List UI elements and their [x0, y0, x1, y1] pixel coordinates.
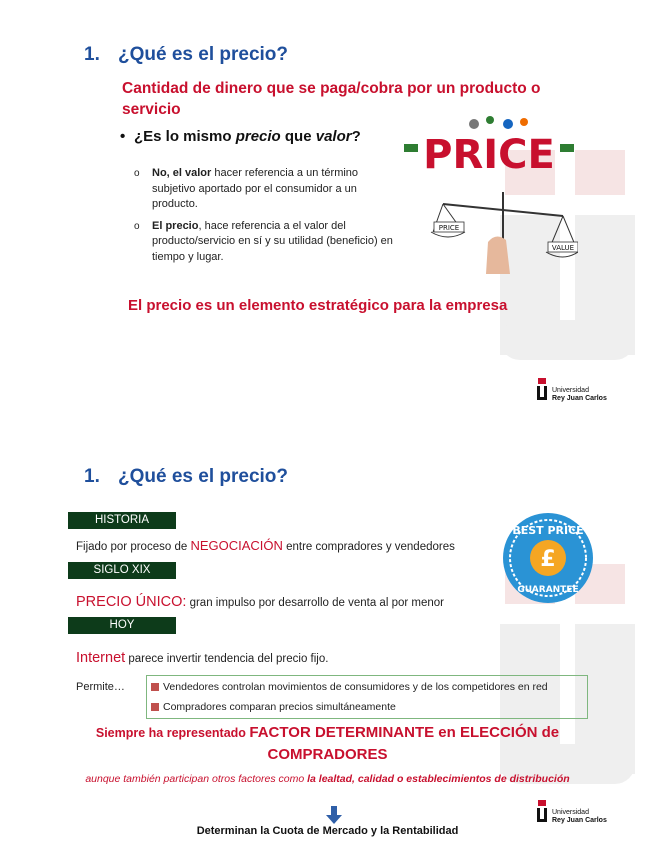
crown-crest-icon: [536, 378, 548, 404]
tag-historia: HISTORIA: [68, 512, 176, 529]
scale-price-label: PRICE: [438, 224, 460, 232]
price-value-question: • ¿Es lo mismo precio que valor?: [120, 128, 361, 145]
bullet-icon: [151, 683, 159, 691]
crown-crest-icon: [536, 800, 548, 826]
urjc-logo: Universidad Rey Juan Carlos: [536, 378, 614, 404]
scale-value-label: VALUE: [551, 244, 575, 252]
urjc-logo: Universidad Rey Juan Carlos: [536, 800, 614, 826]
price-word: PRICE: [423, 132, 555, 178]
badge-bottom-text: GUARANTEE: [517, 585, 579, 595]
siglo-xix-text: PRECIO ÚNICO: gran impulso por desarrollo de venta al por menor: [76, 594, 444, 610]
list-item: o El precio, hace referencia a el valor del producto/servicio en sí y su utilidad (beneficio) en tiempo y lugar.: [134, 219, 404, 266]
internet-effects-box: [146, 675, 588, 719]
other-factors-note: aunque también participan otros factores como la lealtad, calidad o establecimientos de distribución: [85, 773, 570, 785]
price-value-scale-illustration: [428, 182, 578, 274]
bullet-icon: •: [120, 128, 126, 145]
slide2-title: 1. ¿Qué es el precio?: [84, 466, 288, 487]
permite-label: Permite…: [76, 681, 125, 693]
price-value-list: [134, 166, 404, 271]
price-illustration: [404, 114, 574, 178]
price-definition: Cantidad de dinero que se paga/cobra por un producto o servicio: [122, 80, 541, 118]
tag-siglo-xix: SIGLO XIX: [68, 562, 176, 579]
list-item: o No, el valor hacer referencia a un término subjetivo aportado por el consumidor a un producto.: [134, 166, 404, 213]
list-item: Vendedores controlan movimientos de consumidores y de los competidores en red: [151, 681, 548, 693]
historia-text: Fijado por proceso de NEGOCIACIÓN entre compradores y vendedores: [76, 538, 455, 553]
badge-top-text: BEST PRICE: [512, 524, 584, 537]
down-arrow-icon: [326, 806, 342, 824]
list-item: Compradores comparan precios simultáneamente: [151, 701, 396, 713]
hoy-text: Internet parece invertir tendencia del precio fijo.: [76, 650, 329, 666]
factor-statement: Siempre ha representado FACTOR DETERMINANTE en ELECCIÓN de COMPRADORES: [95, 724, 560, 763]
badge-currency-symbol: £: [540, 547, 556, 572]
bullet-icon: [151, 703, 159, 711]
slide1-title: 1. ¿Qué es el precio?: [84, 44, 288, 65]
strategic-statement: El precio es un elemento estratégico para la empresa: [128, 297, 508, 314]
market-share-statement: Determinan la Cuota de Mercado y la Rentabilidad: [196, 825, 459, 837]
tag-hoy: HOY: [68, 617, 176, 634]
best-price-guarantee-badge: [500, 510, 596, 606]
